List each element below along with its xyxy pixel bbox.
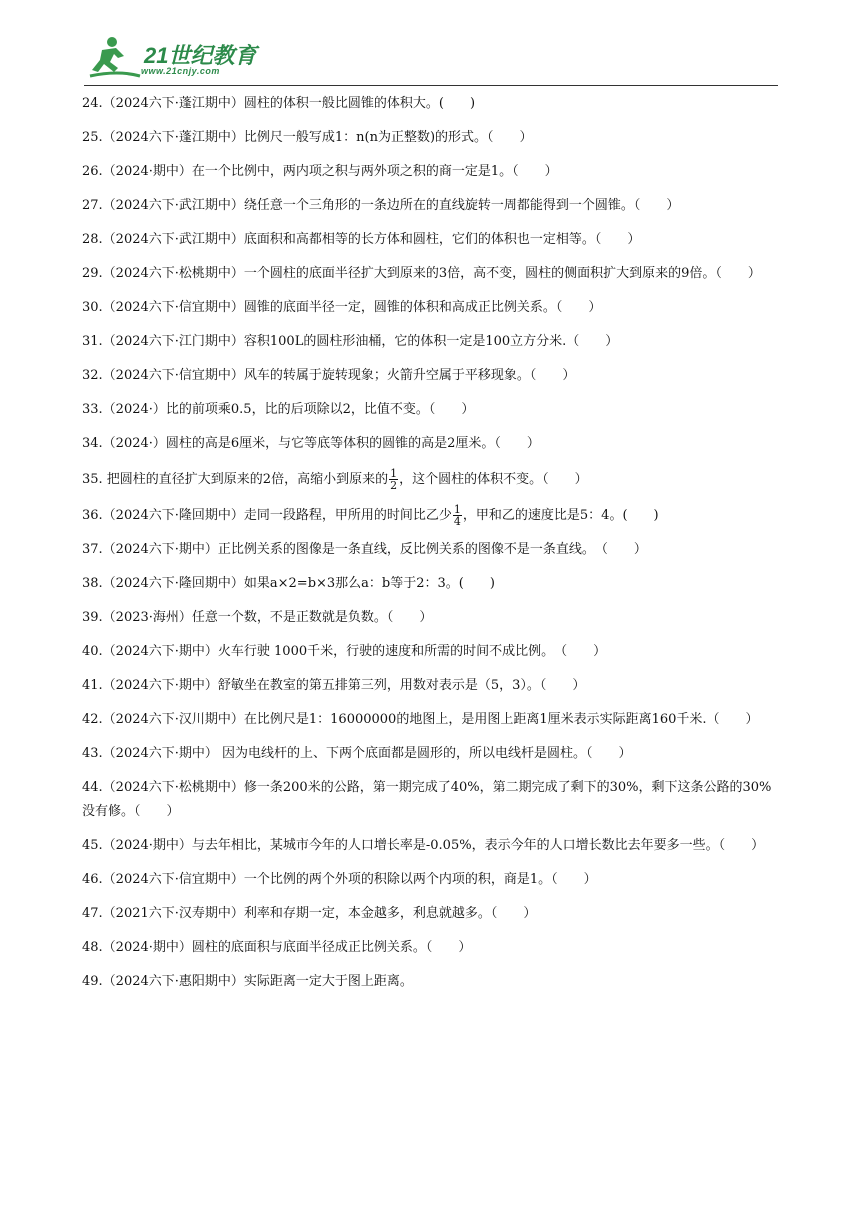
question-31: 31.（2024六下·江门期中）容积100L的圆柱形油桶，它的体积一定是100立方分米.（ ） [82,334,619,349]
question-26: 26.（2024·期中）在一个比例中，两内项之积与两外项之积的商一定是1。（ ） [82,164,558,179]
question-49: 49.（2024六下·惠阳期中）实际距离一定大于图上距离。 [82,974,413,989]
question-36-pre: 36.（2024六下·隆回期中）走同一段路程，甲所用的时间比乙少 [82,508,452,523]
question-27: 27.（2024六下·武江期中）绕任意一个三角形的一条边所在的直线旋转一周都能得到一个圆锥。（ ） [82,198,680,213]
question-32: 32.（2024六下·信宜期中）风车的转属于旋转现象；火箭升空属于平移现象。（ ） [82,368,576,383]
question-36 [82,502,782,530]
question-35-post: ，这个圆柱的体积不变。（ ） [399,472,588,487]
question-38: 38.（2024六下·隆回期中）如果a×2=b×3那么a：b等于2：3。( ) [82,576,495,591]
question-46: 46.（2024六下·信宜期中）一个比例的两个外项的积除以两个内项的积，商是1。（ ） [82,872,597,887]
header-divider [84,85,778,86]
question-29: 29.（2024六下·松桃期中）一个圆柱的底面半径扩大到原来的3倍，高不变，圆柱的侧面积扩大到原来的9倍。（ ） [82,266,761,281]
question-24: 24.（2024六下·蓬江期中）圆柱的体积一般比圆锥的体积大。( ) [82,96,476,111]
question-list [82,92,782,1004]
question-36-post: ，甲和乙的速度比是5：4。( ) [462,508,659,523]
question-28: 28.（2024六下·武江期中）底面积和高都相等的长方体和圆柱，它们的体积也一定相等。（ ） [82,232,641,247]
question-25: 25.（2024六下·蓬江期中）比例尺一般写成1：n(n为正整数)的形式。（ ） [82,130,533,145]
runner-icon [90,37,140,76]
question-44: 44.（2024六下·松桃期中）修一条200米的公路，第一期完成了40%，第二期完成了剩下的30%，剩下这条公路的30%没有修。（ ） [82,780,772,819]
logo-text: 21世纪教育 [144,43,257,68]
question-34: 34.（2024·）圆柱的高是6厘米，与它等底等体积的圆锥的高是2厘米。（ ） [82,436,540,451]
question-43: 43.（2024六下·期中） 因为电线杆的上、下两个底面都是圆形的，所以电线杆是圆柱。（ ） [82,746,632,761]
question-41: 41.（2024六下·期中）舒敏坐在教室的第五排第三列，用数对表示是（5，3）。（ ） [82,678,586,693]
question-45: 45.（2024·期中）与去年相比，某城市今年的人口增长率是-0.05%，表示今年的人口增长数比去年要多一些。（ ） [82,838,765,853]
question-35-pre: 35. 把圆柱的直径扩大到原来的2倍，高缩小到原来的 [82,472,389,487]
question-35 [82,466,782,494]
page-header [84,28,778,88]
question-39: 39.（2023·海州）任意一个数，不是正数就是负数。（ ） [82,610,433,625]
question-37: 37.（2024六下·期中）正比例关系的图像是一条直线，反比例关系的图像不是一条直线。 （ ） [82,542,647,557]
fraction: $\frac{1}{4}$ [453,503,461,528]
question-40: 40.（2024六下·期中）火车行驶 1000千米，行驶的速度和所需的时间不成比例。 （ ） [82,644,607,659]
question-48: 48.（2024·期中）圆柱的底面积与底面半径成正比例关系。（ ） [82,940,472,955]
logo-url: www.21cnjy.com [141,66,220,76]
question-30: 30.（2024六下·信宜期中）圆锥的底面半径一定，圆锥的体积和高成正比例关系。（ ） [82,300,602,315]
question-33: 33.（2024·）比的前项乘0.5，比的后项除以2，比值不变。（ ） [82,402,475,417]
fraction: $\frac{1}{2}$ [390,467,398,492]
question-47: 47.（2021六下·汉寿期中）利率和存期一定，本金越多，利息就越多。（ ） [82,906,537,921]
question-42: 42.（2024六下·汉川期中）在比例尺是1：16000000的地图上，是用图上距离1厘米表示实际距离160千米.（ ） [82,712,759,727]
